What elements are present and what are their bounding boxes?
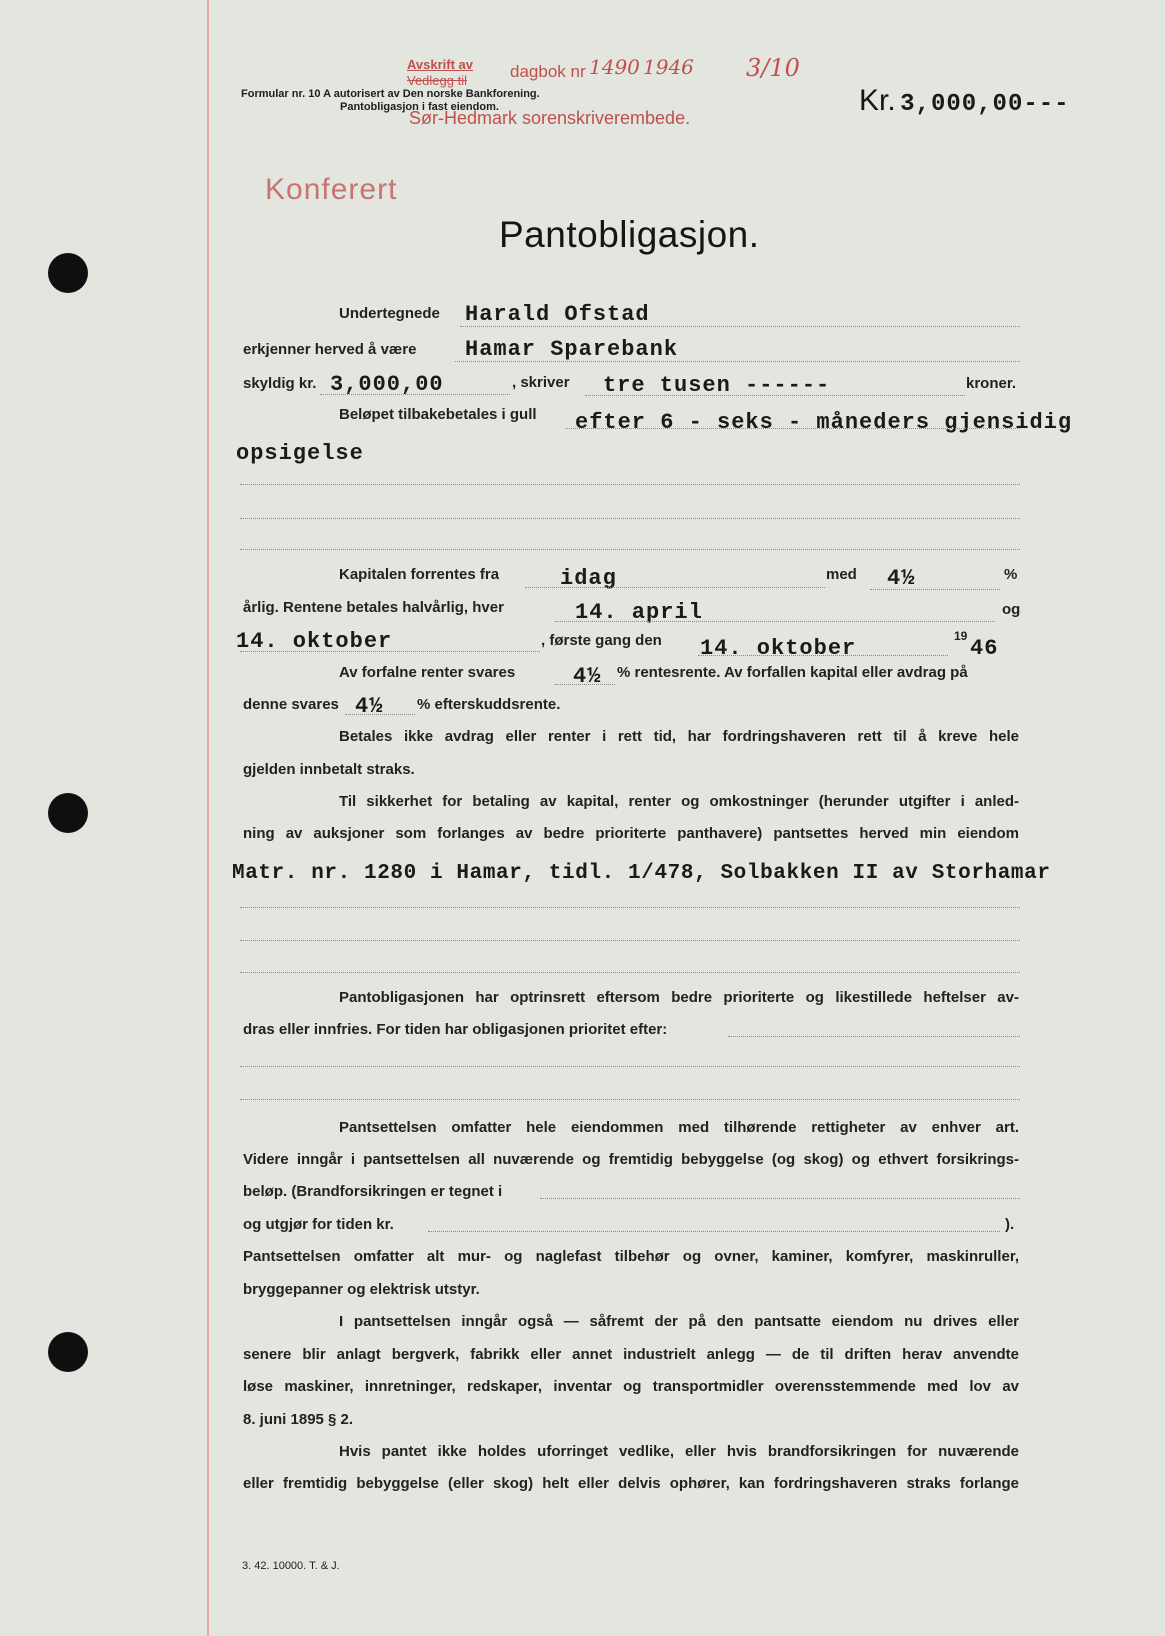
omfatter-line-4a: og utgjør for tiden kr. [243, 1216, 394, 1233]
document-title: Pantobligasjon. [499, 214, 760, 255]
omfatter-line-5: Pantsettelsen omfatter alt mur- og naglefast tilbehør og ovner, kaminer, komfyrer, maskinruller, [243, 1248, 1019, 1265]
forste-label: , første gang den [541, 632, 662, 649]
belopet-label: Beløpet tilbakebetales i gull [339, 406, 537, 423]
omfatter-line-1: Pantsettelsen omfatter hele eiendommen med tilhørende rettigheter av enhver art. [339, 1119, 1019, 1136]
second-date: 14. oktober [236, 629, 393, 654]
omfatter-line-3: beløp. (Brandforsikringen er tegnet i [243, 1183, 503, 1200]
matr-value: Matr. nr. 1280 i Hamar, tidl. 1/478, Solbakken II av Storhamar [232, 862, 1051, 885]
sikkerhet-line-1: Til sikkerhet for betaling av kapital, renter og omkostninger (herunder utgifter i anled- [339, 793, 1019, 810]
og-label: og [1002, 601, 1021, 618]
skriver-value: tre tusen ------ [603, 373, 831, 398]
omfatter-line-4b: ). [1005, 1216, 1015, 1233]
undertegnede-label: Undertegnede [339, 305, 440, 322]
optrinsrett-line-2: dras eller innfries. For tiden har obligasjonen prioritet efter: [243, 1021, 668, 1038]
dagbok-year: 1946 [643, 55, 694, 79]
formular-line-2: Pantobligasjon i fast eiendom. [340, 101, 499, 113]
efterskudd-rate: 4½ [355, 694, 384, 719]
betales-line-1: Betales ikke avdrag eller renter i rett tid, har fordringshaveren rett til å kreve hele [339, 728, 1019, 745]
bergverk-line-1: I pantsettelsen inngår også — såfremt der på den pantsatte eiendom nu drives eller [339, 1313, 1019, 1330]
stamp-dagbok: dagbok nr [510, 62, 586, 81]
med-label: med [826, 566, 857, 583]
punch-hole-middle [48, 793, 88, 833]
stamp-avskrift: Avskrift av [407, 57, 473, 72]
skyldig-label: skyldig kr. [243, 375, 317, 392]
kroner-label: kroner. [966, 375, 1017, 392]
bergverk-line-2: senere blir anlagt bergverk, fabrikk eller annet industrielt anlegg — de til driften herav anvendte [243, 1346, 1019, 1363]
rentesrente-label: % rentesrente. Av forfallen kapital eller avdrag på [617, 664, 968, 681]
dagbok-number: 1490 [589, 55, 640, 79]
percent-label: % [1004, 566, 1018, 583]
omfatter-line-2: Videre inngår i pantsettelsen all nuværende og fremtidig bebyggelse (og skog) og ethvert forsikrings- [243, 1151, 1019, 1168]
rate-value: 4½ [887, 566, 916, 591]
footer-print-code: 3. 42. 10000. T. & J. [242, 1560, 340, 1572]
stamp-office: Sør-Hedmark sorenskriverembede. [409, 108, 691, 128]
dagbok-date: 3/10 [746, 54, 800, 82]
efterskudd-label: % efterskuddsrente. [417, 696, 561, 713]
skriver-label: , skriver [512, 374, 570, 391]
omfatter-line-6: bryggepanner og elektrisk utstyr. [243, 1281, 480, 1298]
erkjenner-label: erkjenner herved å være [243, 341, 417, 358]
year-suffix: 46 [970, 636, 999, 661]
forste-value: 14. oktober [700, 636, 857, 661]
year-prefix: 19 [954, 629, 968, 643]
bergverk-line-3: løse maskiner, innretninger, redskaper, inventar og transportmidler overensstemmende med lov av [243, 1378, 1019, 1395]
betales-line-2: gjelden innbetalt straks. [243, 761, 415, 778]
vedlike-line-2: eller fremtidig bebyggelse (eller skog) helt eller delvis ophører, kan fordringshaveren straks forlange [243, 1475, 1019, 1492]
arlig-label: årlig. Rentene betales halvårlig, hver [243, 599, 504, 616]
stamp-vedlegg: Vedlegg til [407, 73, 467, 88]
av-forfalne-label: Av forfalne renter svares [339, 664, 516, 681]
belopet-value-2: opsigelse [236, 441, 364, 466]
kapitalen-label: Kapitalen forrentes fra [339, 566, 500, 583]
punch-hole-top [48, 253, 88, 293]
first-date: 14. april [575, 600, 703, 625]
vedlike-line-1: Hvis pantet ikke holdes uforringet vedlike, eller hvis brandforsikringen for nuværende [339, 1443, 1019, 1460]
sikkerhet-line-2: ning av auksjoner som forlanges av bedre prioriterte panthavere) pantsettes herved min eiendom [243, 825, 1019, 842]
formular-line-1: Formular nr. 10 A autorisert av Den norske Bankforening. [241, 88, 540, 100]
bergverk-line-4: 8. juni 1895 § 2. [243, 1411, 354, 1428]
skyldig-value: 3,000,00 [330, 372, 444, 397]
amount-value: 3,000,00--- [900, 91, 1070, 118]
amount-header [859, 84, 1070, 118]
kapitalen-value: idag [560, 566, 617, 591]
erkjenner-value: Hamar Sparebank [465, 337, 679, 362]
undertegnede-value: Harald Ofstad [465, 302, 650, 327]
punch-hole-bottom [48, 1332, 88, 1372]
belopet-value: efter 6 - seks - måneders gjensidig [575, 410, 1073, 435]
konferert-stamp: Konferert [265, 173, 398, 206]
optrinsrett-line-1: Pantobligasjonen har optrinsrett eftersom bedre prioriterte og likestillede heftelser av- [339, 989, 1019, 1006]
denne-label: denne svares [243, 696, 339, 713]
rentesrente-rate: 4½ [573, 664, 602, 689]
amount-label: Kr. [859, 84, 896, 117]
margin-rule [207, 0, 209, 1636]
